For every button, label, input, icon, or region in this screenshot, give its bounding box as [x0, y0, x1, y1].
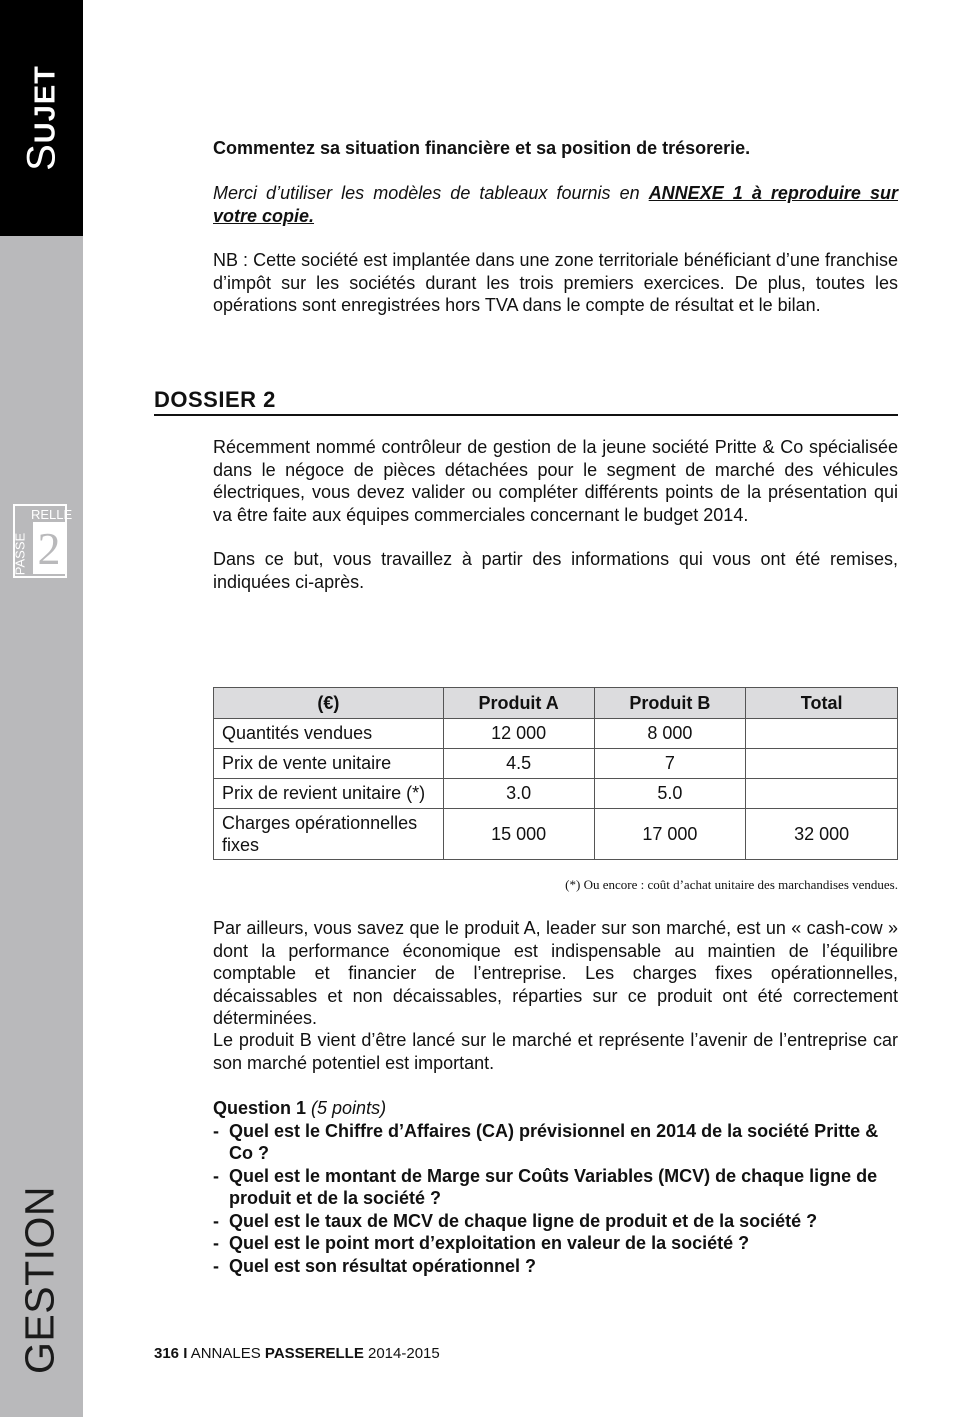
table-cell: 15 000 — [443, 809, 594, 860]
dossier-heading: DOSSIER 2 — [154, 387, 898, 416]
table-cell: 17 000 — [594, 809, 746, 860]
list-item — [213, 1255, 898, 1278]
table-row — [214, 749, 898, 779]
table-header-cell: (€) — [214, 688, 444, 719]
table-row — [214, 809, 898, 860]
list-item — [213, 1165, 898, 1210]
sujet-initial: S — [19, 143, 64, 171]
table-cell: 8 000 — [594, 719, 746, 749]
passerelle-2-logo — [12, 504, 73, 578]
table-header-cell: Total — [746, 688, 898, 719]
question-heading — [213, 1097, 898, 1120]
page-footer — [154, 1345, 440, 1362]
table-cell: 32 000 — [746, 809, 898, 860]
table-cell: Quantités vendues — [214, 719, 444, 749]
table-cell — [746, 719, 898, 749]
table-cell: 3.0 — [443, 779, 594, 809]
footer-years: 2014-2015 — [368, 1345, 440, 1362]
question-text: Quel est le montant de Marge sur Coûts Variables (MCV) de chaque ligne de produit et de la société ? — [229, 1165, 878, 1208]
table-cell: 12 000 — [443, 719, 594, 749]
table-cell: Prix de revient unitaire (*) — [214, 779, 444, 809]
table-cell: 5.0 — [594, 779, 746, 809]
annex-note-text: Merci d’utiliser les modèles de tableaux fournis en — [213, 183, 649, 203]
sujet-rest: UJET — [29, 65, 62, 144]
list-item — [213, 1232, 898, 1255]
paragraph-intro: Récemment nommé contrôleur de gestion de la jeune société Pritte & Co spécialisée dans le négoce de pièces détachées pour le segment de marché des véhicules électriques, vous devez valider ou compléter différents points de la présentation qui va être faite aux équipes commerciales concernant le budget 2014. — [213, 437, 898, 525]
bullet-dash: - — [213, 1120, 219, 1141]
table-cell — [746, 779, 898, 809]
footer-annales: ANNALES — [190, 1345, 261, 1362]
paragraph-product-b: Le produit B vient d’être lancé sur le marché et représente l’avenir de l’entreprise car son marché potentiel est important. — [213, 1030, 898, 1073]
logo-passe-text: PASSE — [12, 532, 28, 576]
annex-reference: ANNEXE 1 à reproduire sur votre copie. — [213, 183, 898, 226]
question-text: Quel est le point mort d’exploitation en valeur de la société ? — [229, 1233, 750, 1253]
footer-brand: PASSERELLE — [264, 1345, 364, 1362]
table-row — [214, 719, 898, 749]
question-list — [213, 1120, 898, 1278]
logo-number: 2 — [33, 522, 65, 574]
bullet-dash: - — [213, 1165, 219, 1186]
paragraph-nb: NB : Cette société est implantée dans une zone territoriale bénéficiant d’une franchise d’impôt sur les sociétés durant les trois premiers exercices. De plus, toutes les opérations sont enregistrées hors TVA dans le compte de résultat et le bilan. — [213, 250, 898, 315]
bullet-dash: - — [213, 1255, 219, 1276]
table-cell: 7 — [594, 749, 746, 779]
paragraph-annex-note — [213, 182, 898, 227]
list-item — [213, 1120, 898, 1165]
question-block — [213, 1097, 898, 1277]
table-cell: Charges opérationnelles fixes — [214, 809, 444, 860]
table-cell: Prix de vente unitaire — [214, 749, 444, 779]
table-cell: 4.5 — [443, 749, 594, 779]
question-text: Quel est son résultat opérationnel ? — [229, 1255, 537, 1276]
page-number: 316 — [154, 1345, 180, 1362]
table-header-row — [214, 688, 898, 719]
question-points: (5 points) — [311, 1098, 387, 1118]
paragraph-instruction: Commentez sa situation financière et sa position de trésorerie. — [213, 138, 751, 158]
table-header-cell: Produit B — [594, 688, 746, 719]
question-title: Question 1 — [213, 1098, 307, 1118]
paragraph-context: Dans ce but, vous travaillez à partir des informations qui vous ont été remises, indiquées ci-après. — [213, 549, 898, 592]
table-cell — [746, 749, 898, 779]
section-label-sujet — [20, 65, 65, 171]
list-item — [213, 1210, 898, 1233]
table-row — [214, 779, 898, 809]
table-footnote: (*) Ou encore : coût d’achat unitaire des marchandises vendues. — [565, 877, 898, 892]
question-text: Quel est le taux de MCV de chaque ligne de produit et de la société ? — [229, 1210, 818, 1231]
bullet-dash: - — [213, 1233, 219, 1253]
section-label-gestion: GESTION — [16, 1185, 63, 1375]
table-header-cell: Produit A — [443, 688, 594, 719]
logo-relle-text: RELLE — [31, 507, 73, 522]
bullet-dash: - — [213, 1210, 219, 1231]
footer-separator: I — [183, 1345, 188, 1362]
question-text: Quel est le Chiffre d’Affaires (CA) prévisionnel en 2014 de la société Pritte & Co ? — [229, 1120, 879, 1163]
budget-table — [213, 687, 898, 860]
paragraph-product-a: Par ailleurs, vous savez que le produit A, leader sur son marché, est un « cash-cow » dont la performance économique est indispensable au maintien de l’équilibre comptable et financier de l’entreprise. Les charges fixes opérationnelles, décaissables et non décaissables, réparties sur ce produit ont été correctement déterminées. — [213, 918, 898, 1028]
